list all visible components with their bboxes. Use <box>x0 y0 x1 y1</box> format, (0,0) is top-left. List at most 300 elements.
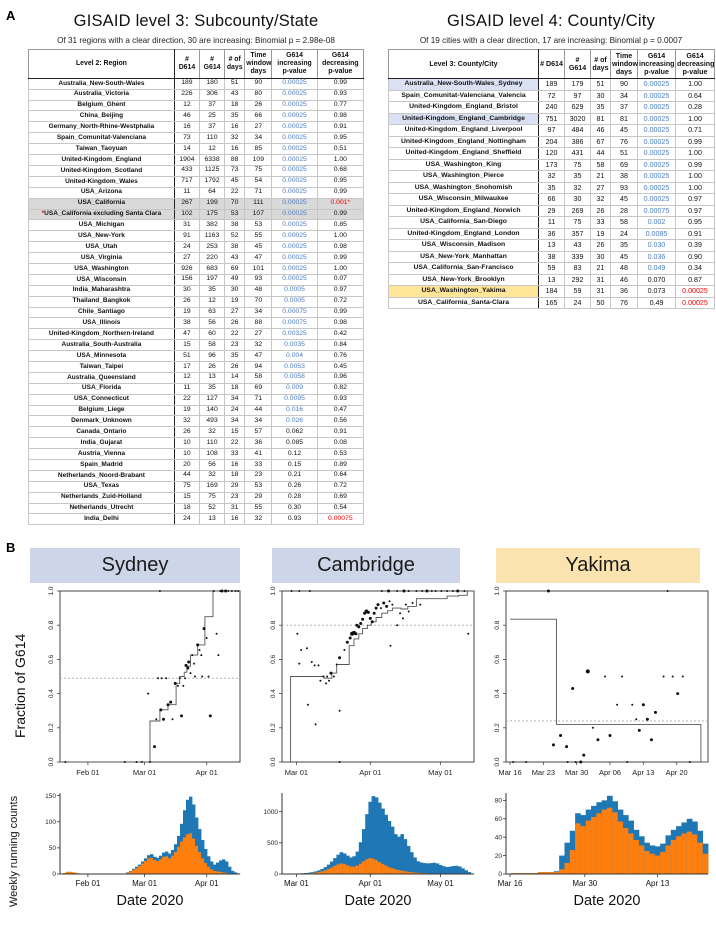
column-header: # G614 <box>200 50 225 79</box>
table-cell: 21 <box>591 263 611 275</box>
region-name-cell: USA_Wisconsin_Madison <box>389 240 539 252</box>
table-cell: 1163 <box>200 231 225 242</box>
table-cell: 108 <box>200 449 225 460</box>
table-cell: 26 <box>591 240 611 252</box>
region-name-cell: Australia_New-South-Wales_Sydney <box>389 79 539 91</box>
table-cell: 36 <box>539 228 565 240</box>
table-cell: 60 <box>200 329 225 340</box>
table-cell: 31 <box>591 286 611 298</box>
region-name-cell: Australia_South-Australia <box>29 340 175 351</box>
table-cell: 127 <box>200 394 225 405</box>
table-cell: 52 <box>200 503 225 514</box>
table-cell: 109 <box>245 155 272 166</box>
table-cell: 38 <box>225 220 245 231</box>
svg-text:0: 0 <box>498 871 502 879</box>
table-cell: 0.00025 <box>272 220 317 231</box>
region-name-cell: Spain_Madrid <box>29 459 175 470</box>
table-cell: 0.00025 <box>272 100 317 111</box>
table-cell: 22 <box>225 329 245 340</box>
region-name-cell: USA_Washington <box>29 263 175 274</box>
table-row <box>29 133 364 144</box>
table-cell: 26 <box>174 427 199 438</box>
region-name-cell: Netherlands_Zuid-Holland <box>29 492 175 503</box>
table-cell: 11 <box>539 217 565 229</box>
table-cell: 20 <box>174 459 199 470</box>
table-cell: 0.0005 <box>272 296 317 307</box>
table-cell: 24 <box>565 297 591 309</box>
table-cell: 0.56 <box>317 416 363 427</box>
table-cell: 0.00025 <box>272 78 317 89</box>
table-cell: 15 <box>174 340 199 351</box>
table-cell: 0.89 <box>317 459 363 470</box>
svg-text:0.4: 0.4 <box>270 689 277 699</box>
svg-text:Mar 16: Mar 16 <box>498 768 522 777</box>
table-cell: 69 <box>245 383 272 394</box>
table-cell: 34 <box>245 416 272 427</box>
table-right-caption: Of 19 cities with a clear direction, 17 are increasing: Binomial p = 0.0007 <box>419 36 683 45</box>
table-cell: 0.97 <box>676 205 715 217</box>
table-row <box>29 351 364 362</box>
table-row <box>29 383 364 394</box>
table-row <box>29 296 364 307</box>
table-cell: 59 <box>539 263 565 275</box>
column-header: G614 increasing p-value <box>638 50 676 79</box>
table-cell: 0.91 <box>317 427 363 438</box>
table-row <box>29 340 364 351</box>
table-cell: 72 <box>539 90 565 102</box>
table-cell: 33 <box>245 459 272 470</box>
table-cell: 357 <box>565 228 591 240</box>
table-left-caption: Of 31 regions with a clear direction, 30 are increasing: Binomial p = 2.98e-08 <box>57 36 335 45</box>
table-row <box>29 242 364 253</box>
region-name-cell: USA_California_San-Francisco <box>389 263 539 275</box>
table-cell: 1.00 <box>676 79 715 91</box>
table-cell: 0.98 <box>317 318 363 329</box>
table-cell: 97 <box>539 125 565 137</box>
table-cell: 46 <box>591 125 611 137</box>
region-name-cell: USA_Utah <box>29 242 175 253</box>
table-cell: 54 <box>245 176 272 187</box>
table-cell: 0.070 <box>638 274 676 286</box>
table-cell: 0.073 <box>638 286 676 298</box>
table-cell: 0.00075 <box>317 514 363 525</box>
table-cell: 0.062 <box>272 427 317 438</box>
table-cell: 0.45 <box>317 361 363 372</box>
table-cell: 0.00025 <box>676 297 715 309</box>
table-cell: 189 <box>539 79 565 91</box>
table-cell: 0.72 <box>317 481 363 492</box>
table-cell: 48 <box>245 285 272 296</box>
table-cell: 26 <box>200 361 225 372</box>
region-name-cell: India_Gujarat <box>29 438 175 449</box>
table-row <box>29 187 364 198</box>
table-cell: 0.28 <box>676 102 715 114</box>
table-cell: 75 <box>200 492 225 503</box>
table-cell: 10 <box>174 449 199 460</box>
table-cell: 18 <box>225 470 245 481</box>
table-cell: 19 <box>174 307 199 318</box>
table-cell: 90 <box>611 79 638 91</box>
table-cell: 35 <box>225 111 245 122</box>
table-cell: 94 <box>245 361 272 372</box>
table-cell: 0.00025 <box>272 111 317 122</box>
svg-text:Apr 06: Apr 06 <box>598 768 622 777</box>
date-axis-label: Date 2020 <box>344 893 412 909</box>
table-cell: 27 <box>245 329 272 340</box>
table-cell: 0.00025 <box>638 194 676 206</box>
table-cell: 0.0095 <box>272 394 317 405</box>
table-row <box>29 449 364 460</box>
column-header: # of days <box>591 50 611 79</box>
table-cell: 0.00025 <box>272 187 317 198</box>
table-cell: 35 <box>539 182 565 194</box>
svg-text:Apr 01: Apr 01 <box>359 768 382 777</box>
table-cell: 0.87 <box>676 274 715 286</box>
svg-text:0.8: 0.8 <box>494 620 501 630</box>
region-name-cell: Germany_North-Rhine-Westphalia <box>29 122 175 133</box>
table-cell: 35 <box>200 383 225 394</box>
table-cell: 33 <box>225 449 245 460</box>
region-name-cell: Australia_New-South-Wales <box>29 78 175 89</box>
table-cell: 1125 <box>200 165 225 176</box>
table-cell: 83 <box>565 263 591 275</box>
table-cell: 339 <box>565 251 591 263</box>
table-cell: 67 <box>591 136 611 148</box>
table-cell: 0.91 <box>676 228 715 240</box>
fraction-chart-3 <box>480 586 714 786</box>
table-cell: 0.53 <box>317 449 363 460</box>
table-cell: 75 <box>245 165 272 176</box>
city-banner-label: Cambridge <box>317 554 415 576</box>
table-cell: 75 <box>565 159 591 171</box>
table-cell: 14 <box>225 372 245 383</box>
table-cell: 0.49 <box>638 297 676 309</box>
table-cell: 27 <box>591 182 611 194</box>
table-cell: 292 <box>565 274 591 286</box>
table-cell: 431 <box>565 148 591 160</box>
table-cell: 0.69 <box>317 492 363 503</box>
table-cell: 0.34 <box>676 263 715 275</box>
table-cell: 204 <box>539 136 565 148</box>
table-cell: 0.00025 <box>272 231 317 242</box>
table-cell: 1904 <box>174 155 199 166</box>
table-cell: 179 <box>565 79 591 91</box>
fraction-chart-2 <box>256 586 480 786</box>
table-cell: 110 <box>200 133 225 144</box>
svg-text:Mar 01: Mar 01 <box>283 879 309 888</box>
table-cell: 0.93 <box>317 89 363 100</box>
table-row <box>29 361 364 372</box>
table-cell: 18 <box>225 100 245 111</box>
table-cell: 11 <box>174 383 199 394</box>
table-row <box>389 182 715 194</box>
column-header: G614 increasing p-value <box>272 50 317 79</box>
column-header: # of days <box>225 50 245 79</box>
region-name-cell: China_Beijing <box>29 111 175 122</box>
table-cell: 0.00025 <box>272 253 317 264</box>
table-cell: 45 <box>611 251 638 263</box>
svg-text:Mar 30: Mar 30 <box>572 879 598 888</box>
table-cell: 0.00025 <box>638 113 676 125</box>
table-cell: 0.00025 <box>638 79 676 91</box>
svg-text:May 01: May 01 <box>428 768 453 777</box>
table-cell: 15 <box>225 427 245 438</box>
table-cell: 36 <box>611 286 638 298</box>
svg-text:0.8: 0.8 <box>48 620 55 630</box>
region-name-cell: United-Kingdom_Wales <box>29 176 175 187</box>
region-name-cell: USA_Wisconsin <box>29 274 175 285</box>
table-cell: 37 <box>611 102 638 114</box>
table-cell: 55 <box>245 503 272 514</box>
table-cell: 58 <box>611 217 638 229</box>
table-cell: 53 <box>245 481 272 492</box>
table-cell: 35 <box>591 102 611 114</box>
table-cell: 26 <box>174 296 199 307</box>
region-name-cell: USA_California_Santa-Clara <box>389 297 539 309</box>
table-cell: 0.64 <box>317 470 363 481</box>
table-cell: 26 <box>245 100 272 111</box>
svg-text:Mar 30: Mar 30 <box>565 768 589 777</box>
chart-column-sydney <box>28 548 246 909</box>
table-cell: 10 <box>174 438 199 449</box>
date-axis-label: Date 2020 <box>116 893 184 909</box>
table-cell: 43 <box>565 240 591 252</box>
svg-text:Mar 16: Mar 16 <box>497 879 523 888</box>
table-cell: 25 <box>200 111 225 122</box>
table-cell: 0.00025 <box>638 171 676 183</box>
table-cell: 0.47 <box>317 405 363 416</box>
table-cell: 32 <box>245 340 272 351</box>
region-name-cell: USA_Washington_King <box>389 159 539 171</box>
table-cell: 30 <box>174 285 199 296</box>
table-row <box>29 416 364 427</box>
table-cell: 0.85 <box>317 220 363 231</box>
table-cell: 35 <box>565 171 591 183</box>
region-name-cell: United-Kingdom_England_Nottingham <box>389 136 539 148</box>
table-cell: 0.00325 <box>272 329 317 340</box>
table-cell: 0.84 <box>317 340 363 351</box>
table-row <box>29 198 364 209</box>
table-cell: 111 <box>245 198 272 209</box>
table-cell: 0.93 <box>272 514 317 525</box>
table-cell: 0.97 <box>676 194 715 206</box>
region-name-cell: Denmark_Unknown <box>29 416 175 427</box>
table-cell: 38 <box>225 242 245 253</box>
table-cell: 32 <box>539 171 565 183</box>
table-right-title: GISAID level 4: County/City <box>446 12 656 30</box>
table-cell: 12 <box>174 100 199 111</box>
table-cell: 0.77 <box>317 100 363 111</box>
table-cell: 29 <box>245 492 272 503</box>
region-name-cell: United-Kingdom_England_London <box>389 228 539 240</box>
table-cell: 0.0058 <box>272 372 317 383</box>
table-cell: 629 <box>565 102 591 114</box>
table-row <box>29 231 364 242</box>
region-name-cell: United-Kingdom_England <box>29 155 175 166</box>
svg-text:Apr 13: Apr 13 <box>632 768 655 777</box>
table-cell: 0.95 <box>676 217 715 229</box>
svg-text:0.6: 0.6 <box>494 654 501 664</box>
table-cell: 0.00025 <box>638 159 676 171</box>
table-cell: 0.99 <box>676 159 715 171</box>
table-cell: 197 <box>200 274 225 285</box>
table-row <box>29 470 364 481</box>
city-banner-label: Sydney <box>101 554 169 576</box>
table-cell: 0.036 <box>638 251 676 263</box>
region-name-cell: United-Kingdom_England_Bristol <box>389 102 539 114</box>
table-cell: 64 <box>200 187 225 198</box>
table-cell: 0.00025 <box>638 136 676 148</box>
table-cell: 29 <box>539 205 565 217</box>
table-cell: 1792 <box>200 176 225 187</box>
table-cell: 0.00025 <box>272 176 317 187</box>
table-left-title: GISAID level 3: Subcounty/State <box>73 12 319 30</box>
table-cell: 0.030 <box>638 240 676 252</box>
table-cell: 46 <box>611 274 638 286</box>
table-cell: 0.004 <box>272 351 317 362</box>
table-cell: 27 <box>225 307 245 318</box>
table-cell: 189 <box>174 78 199 89</box>
table-cell: 107 <box>245 209 272 220</box>
table-cell: 73 <box>174 133 199 144</box>
table-cell: 38 <box>539 251 565 263</box>
table-cell: 0.002 <box>638 217 676 229</box>
svg-text:0: 0 <box>52 871 56 879</box>
counts-chart-3 <box>480 790 714 890</box>
table-cell: 1.00 <box>676 182 715 194</box>
table-row <box>29 285 364 296</box>
table-row <box>29 329 364 340</box>
svg-text:100: 100 <box>45 818 56 826</box>
regions-table <box>28 49 364 525</box>
column-header: Level 2: Region <box>29 50 175 79</box>
table-cell: 71 <box>245 187 272 198</box>
table-cell: 44 <box>174 470 199 481</box>
table-cell: 1.00 <box>317 231 363 242</box>
table-cell: 1.00 <box>676 148 715 160</box>
region-name-cell: Australia_Queensland <box>29 372 175 383</box>
table-cell: 22 <box>225 187 245 198</box>
table-cell: 22 <box>174 394 199 405</box>
table-cell: 22 <box>225 438 245 449</box>
table-cell: 0.00025 <box>272 198 317 209</box>
table-cell: 31 <box>591 274 611 286</box>
table-row <box>29 176 364 187</box>
table-cell: 70 <box>245 296 272 307</box>
table-cell: 38 <box>611 171 638 183</box>
region-name-cell: Australia_Victoria <box>29 89 175 100</box>
table-cell: 0.00025 <box>272 274 317 285</box>
table-cell: 24 <box>174 242 199 253</box>
table-row <box>389 217 715 229</box>
table-row <box>29 89 364 100</box>
table-cell: 0.0005 <box>272 285 317 296</box>
table-cell: 0.00075 <box>272 307 317 318</box>
table-cell: 34 <box>245 307 272 318</box>
region-name-cell: United-Kingdom_England_Cambridge <box>389 113 539 125</box>
svg-text:1.0: 1.0 <box>270 586 277 596</box>
table-row <box>29 307 364 318</box>
region-name-cell: USA_Washington_Snohomish <box>389 182 539 194</box>
table-cell: 38 <box>174 318 199 329</box>
table-cell: 51 <box>225 78 245 89</box>
region-name-cell: USA_Wisconsin_Milwaukee <box>389 194 539 206</box>
table-row <box>29 253 364 264</box>
column-header: # D614 <box>174 50 199 79</box>
table-cell: 30 <box>591 90 611 102</box>
table-cell: 66 <box>539 194 565 206</box>
column-header: G614 decreasing p-value <box>317 50 363 79</box>
region-name-cell: USA_New-York <box>29 231 175 242</box>
table-cell: 14 <box>174 144 199 155</box>
table-cell: 88 <box>245 318 272 329</box>
table-cell: 12 <box>174 372 199 383</box>
table-cell: 433 <box>174 165 199 176</box>
table-cell: 1.00 <box>676 171 715 183</box>
table-cell: 0.15 <box>272 459 317 470</box>
svg-text:40: 40 <box>494 834 502 842</box>
svg-text:Mar 01: Mar 01 <box>132 879 158 888</box>
table-cell: 73 <box>225 165 245 176</box>
table-cell: 30 <box>225 285 245 296</box>
region-name-cell: Spain_Comunitat-Valenciana <box>29 133 175 144</box>
table-cell: 32 <box>591 194 611 206</box>
table-cell: 0.00025 <box>676 286 715 298</box>
region-name-cell: USA_Connecticut <box>29 394 175 405</box>
region-name-cell: Thailand_Bangkok <box>29 296 175 307</box>
table-cell: 26 <box>225 361 245 372</box>
table-cell: 90 <box>245 78 272 89</box>
table-cell: 91 <box>174 231 199 242</box>
table-cell: 19 <box>591 228 611 240</box>
table-cell: 70 <box>225 198 245 209</box>
table-cell: 32 <box>174 416 199 427</box>
table-cell: 28 <box>611 205 638 217</box>
svg-text:Mar 01: Mar 01 <box>132 768 157 777</box>
table-cell: 0.99 <box>676 136 715 148</box>
region-name-cell: India_Maharashtra <box>29 285 175 296</box>
table-cell: 0.21 <box>272 470 317 481</box>
table-row <box>389 171 715 183</box>
region-name-cell: United-Kingdom_Scotland <box>29 165 175 176</box>
svg-text:1000: 1000 <box>263 808 278 816</box>
panel-b-label: B <box>6 540 16 555</box>
table-cell: 23 <box>225 340 245 351</box>
table-cell: 32 <box>565 182 591 194</box>
table-cell: 19 <box>225 296 245 307</box>
table-cell: 386 <box>565 136 591 148</box>
table-cell: 0.72 <box>317 296 363 307</box>
table-cell: 0.00025 <box>638 90 676 102</box>
table-cell: 75 <box>174 481 199 492</box>
table-cell: 44 <box>245 405 272 416</box>
svg-text:Feb 01: Feb 01 <box>75 879 101 888</box>
svg-text:Feb 01: Feb 01 <box>76 768 100 777</box>
table-cell: 16 <box>174 122 199 133</box>
region-name-cell: Belgium_Liege <box>29 405 175 416</box>
table-cell: 199 <box>200 198 225 209</box>
table-cell: 69 <box>225 263 245 274</box>
region-name-cell: Austria_Vienna <box>29 449 175 460</box>
table-cell: 31 <box>174 220 199 231</box>
region-name-cell: USA_Florida <box>29 383 175 394</box>
counts-chart-2 <box>256 790 480 890</box>
date-axis-label: Date 2020 <box>573 893 641 909</box>
table-cell: 11 <box>174 187 199 198</box>
table-row <box>389 286 715 298</box>
region-name-cell: United-Kingdom_England_Norwich <box>389 205 539 217</box>
table-cell: 56 <box>200 318 225 329</box>
